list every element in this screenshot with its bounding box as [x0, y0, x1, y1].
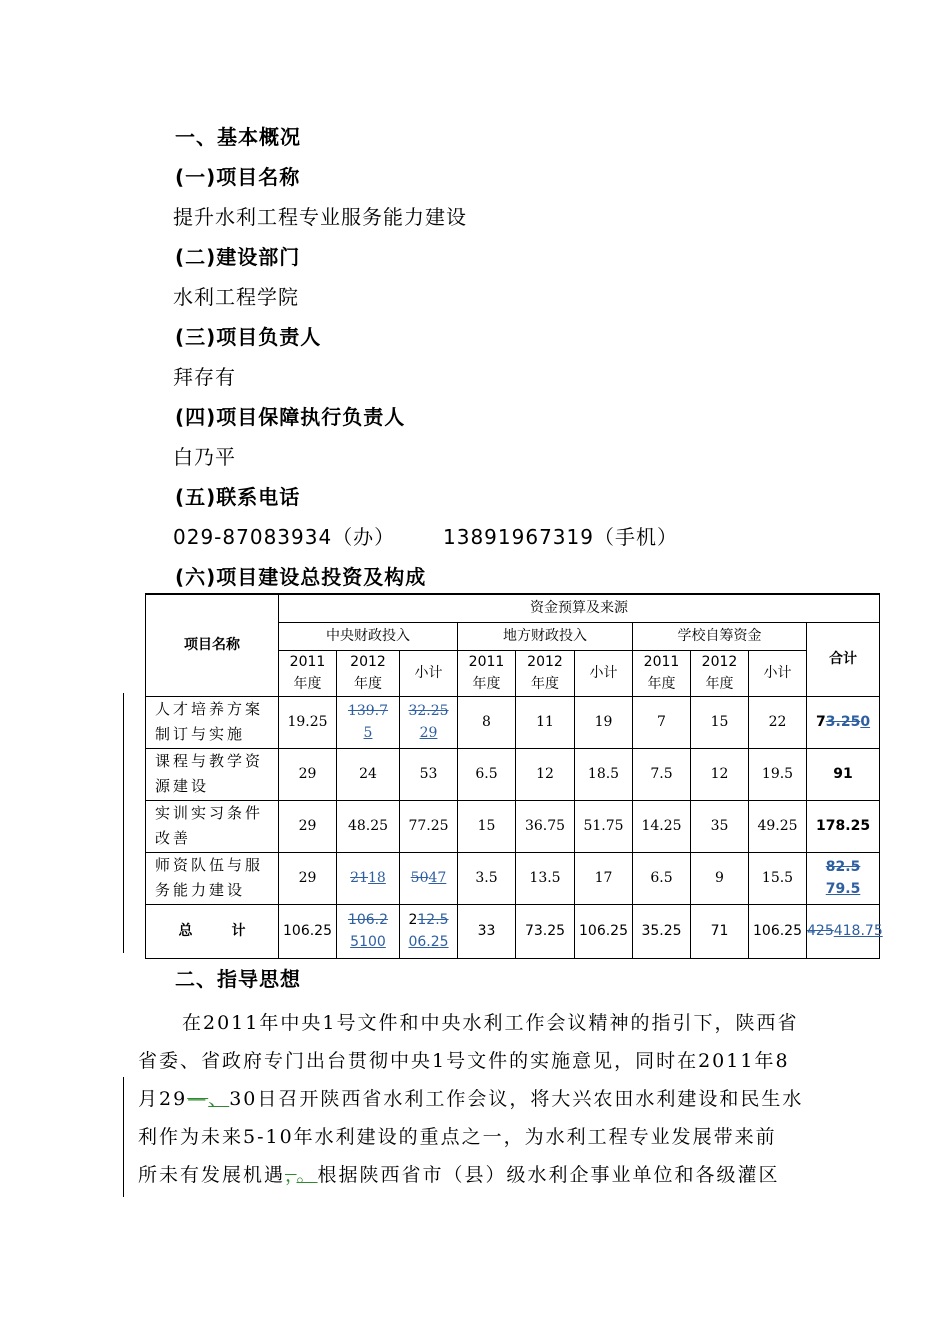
cell: 32.25 29	[400, 696, 458, 748]
paragraph-line: 利作为未来5-10年水利建设的重点之一，为水利工程专业发展带来前	[138, 1126, 777, 1148]
cell: 29	[279, 748, 337, 800]
investment-label: (六)项目建设总投资及构成	[175, 565, 427, 589]
cell: 73.25	[516, 904, 575, 958]
cell: 9	[691, 852, 749, 904]
cell: 7.5	[633, 748, 691, 800]
cell: 106.25	[279, 904, 337, 958]
header-school: 学校自筹资金	[633, 622, 807, 650]
total-cell: 73.250	[807, 696, 880, 748]
cell: 19	[575, 696, 633, 748]
project-name-value: 提升水利工程专业服务能力建设	[173, 205, 467, 229]
header-project-name: 项目名称	[146, 594, 279, 696]
department-label: (二)建设部门	[175, 245, 301, 269]
cell: 12	[516, 748, 575, 800]
execution-leader-label: (四)项目保障执行负责人	[175, 405, 406, 429]
cell: 106.25	[575, 904, 633, 958]
cell: 35	[691, 800, 749, 852]
cell: 36.75	[516, 800, 575, 852]
cell: 18.5	[575, 748, 633, 800]
project-name-label: (一)项目名称	[175, 165, 301, 189]
row-name: 实训实习条件改善	[146, 800, 279, 852]
cell: 12	[691, 748, 749, 800]
cell: 33	[458, 904, 516, 958]
cell: 17	[575, 852, 633, 904]
total-cell: 425418.75	[807, 904, 880, 958]
table-row	[146, 800, 880, 852]
cell: 212.5 06.25	[400, 904, 458, 958]
cell: 24	[337, 748, 400, 800]
header-subtotal: 小计	[575, 650, 633, 696]
cell: 14.25	[633, 800, 691, 852]
cell: 48.25	[337, 800, 400, 852]
cell: 51.75	[575, 800, 633, 852]
cell: 106.25	[749, 904, 807, 958]
cell: 53	[400, 748, 458, 800]
project-leader-value: 拜存有	[173, 365, 236, 389]
budget-table	[145, 593, 883, 959]
cell: 15	[691, 696, 749, 748]
header-year: 2011 年度	[279, 650, 337, 696]
cell: 11	[516, 696, 575, 748]
cell: 8	[458, 696, 516, 748]
row-name: 人才培养方案制订与实施	[146, 696, 279, 748]
department-value: 水利工程学院	[173, 285, 299, 309]
cell: 6.5	[458, 748, 516, 800]
paragraph-line: 月29—、30日召开陕西省水利工作会议，将大兴农田水利建设和民生水	[138, 1088, 804, 1110]
cell: 139.7 5	[337, 696, 400, 748]
cell: 106.2 5100	[337, 904, 400, 958]
total-cell: 178.25	[807, 800, 880, 852]
header-year: 2012 年度	[691, 650, 749, 696]
cell: 29	[279, 800, 337, 852]
row-name: 师资队伍与服务能力建设	[146, 852, 279, 904]
header-total: 合计	[807, 622, 880, 696]
header-subtotal: 小计	[749, 650, 807, 696]
contact-phone-label: (五)联系电话	[175, 485, 301, 509]
header-funding-group: 资金预算及来源	[279, 594, 880, 622]
project-leader-label: (三)项目负责人	[175, 325, 322, 349]
cell: 15.5	[749, 852, 807, 904]
header-year: 2011 年度	[633, 650, 691, 696]
change-bar	[123, 1077, 124, 1197]
cell: 6.5	[633, 852, 691, 904]
header-year: 2011 年度	[458, 650, 516, 696]
cell: 29	[279, 852, 337, 904]
cell: 71	[691, 904, 749, 958]
total-cell: 82.5 79.5	[807, 852, 880, 904]
table-row	[146, 696, 880, 748]
cell: 3.5	[458, 852, 516, 904]
paragraph-line: 在2011年中央1号文件和中央水利工作会议精神的指引下，陕西省	[182, 1012, 799, 1034]
cell: 19.25	[279, 696, 337, 748]
table-row	[146, 748, 880, 800]
paragraph-line: 所未有发展机遇，。根据陕西省市（县）级水利企事业单位和各级灌区	[138, 1164, 780, 1186]
phone-mobile: 13891967319（手机）	[443, 525, 678, 549]
section-heading-2: 二、指导思想	[175, 967, 301, 991]
cell: 35.25	[633, 904, 691, 958]
cell: 2118	[337, 852, 400, 904]
header-year: 2012 年度	[337, 650, 400, 696]
phone-office: 029-87083934（办）	[173, 525, 396, 549]
section-heading-1: 一、基本概况	[175, 125, 301, 149]
header-year: 2012 年度	[516, 650, 575, 696]
cell: 22	[749, 696, 807, 748]
total-cell: 91	[807, 748, 880, 800]
paragraph-line: 省委、省政府专门出台贯彻中央1号文件的实施意见，同时在2011年8	[138, 1050, 790, 1072]
header-central: 中央财政投入	[279, 622, 458, 650]
row-name: 课程与教学资源建设	[146, 748, 279, 800]
change-bar	[123, 693, 124, 953]
cell: 13.5	[516, 852, 575, 904]
total-label: 总 计	[146, 904, 279, 958]
header-subtotal: 小计	[400, 650, 458, 696]
cell: 5047	[400, 852, 458, 904]
execution-leader-value: 白乃平	[173, 445, 236, 469]
header-local: 地方财政投入	[458, 622, 633, 650]
table-row	[146, 852, 880, 904]
cell: 19.5	[749, 748, 807, 800]
cell: 49.25	[749, 800, 807, 852]
cell: 15	[458, 800, 516, 852]
table-row-total	[146, 904, 880, 958]
cell: 77.25	[400, 800, 458, 852]
cell: 7	[633, 696, 691, 748]
